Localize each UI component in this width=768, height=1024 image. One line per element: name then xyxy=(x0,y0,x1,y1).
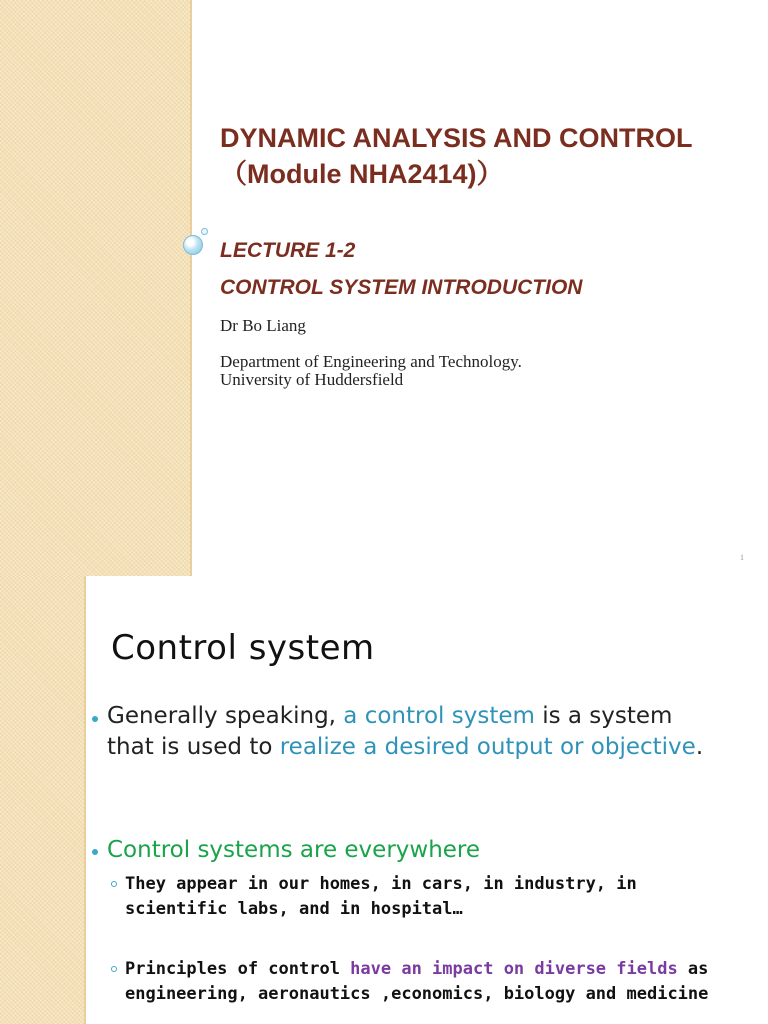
department-name: Department of Engineering and Technology. xyxy=(220,352,522,371)
module-title-line1: DYNAMIC ANALYSIS AND CONTROL xyxy=(220,123,693,153)
highlight-desired-output: realize a desired output or objective xyxy=(279,734,696,760)
bullet-definition xyxy=(107,701,707,763)
sub-bullet-text: Principles of control xyxy=(125,959,351,979)
university-name: University of Huddersfield xyxy=(220,370,404,389)
bullet-text: Generally speaking, xyxy=(107,703,344,729)
module-title-line2: （Module NHA2414)） xyxy=(220,159,504,189)
lecture-heading xyxy=(220,232,582,306)
author-name: Dr Bo Liang xyxy=(220,316,306,335)
sub-bullet-principles xyxy=(125,957,725,1007)
lecture-number: LECTURE 1-2 xyxy=(220,239,356,262)
bullet-everywhere: Control systems are everywhere xyxy=(107,837,481,863)
affiliation xyxy=(220,353,522,389)
sub-bullet-text: as engineering, aeronautics ,economics, biology and medicine xyxy=(125,959,709,1004)
sub-bullet-ring-icon xyxy=(111,966,117,972)
slide-page-number: 1 xyxy=(740,553,744,562)
highlight-diverse-fields: have an impact on diverse fields xyxy=(350,959,678,979)
bubble-small-icon xyxy=(201,228,208,235)
lecture-topic: CONTROL SYSTEM INTRODUCTION xyxy=(220,276,583,299)
bullet-text: is a system that is used to xyxy=(107,703,673,760)
sub-bullet-homes: They appear in our homes, in cars, in industry, in scientific labs, and in hospital… xyxy=(125,874,637,919)
highlight-control-system: a control system xyxy=(343,703,535,729)
bullet-dot-icon xyxy=(92,716,98,722)
slide-title: Control system xyxy=(111,628,375,668)
module-title xyxy=(220,120,750,192)
content-slide xyxy=(0,576,768,1024)
bullet-text: . xyxy=(695,734,704,760)
bullet-dot-icon xyxy=(92,849,98,855)
decorative-side-band xyxy=(0,576,86,1024)
sub-bullet-ring-icon xyxy=(111,881,117,887)
decorative-side-band xyxy=(0,0,192,576)
bubble-icon xyxy=(183,235,203,255)
